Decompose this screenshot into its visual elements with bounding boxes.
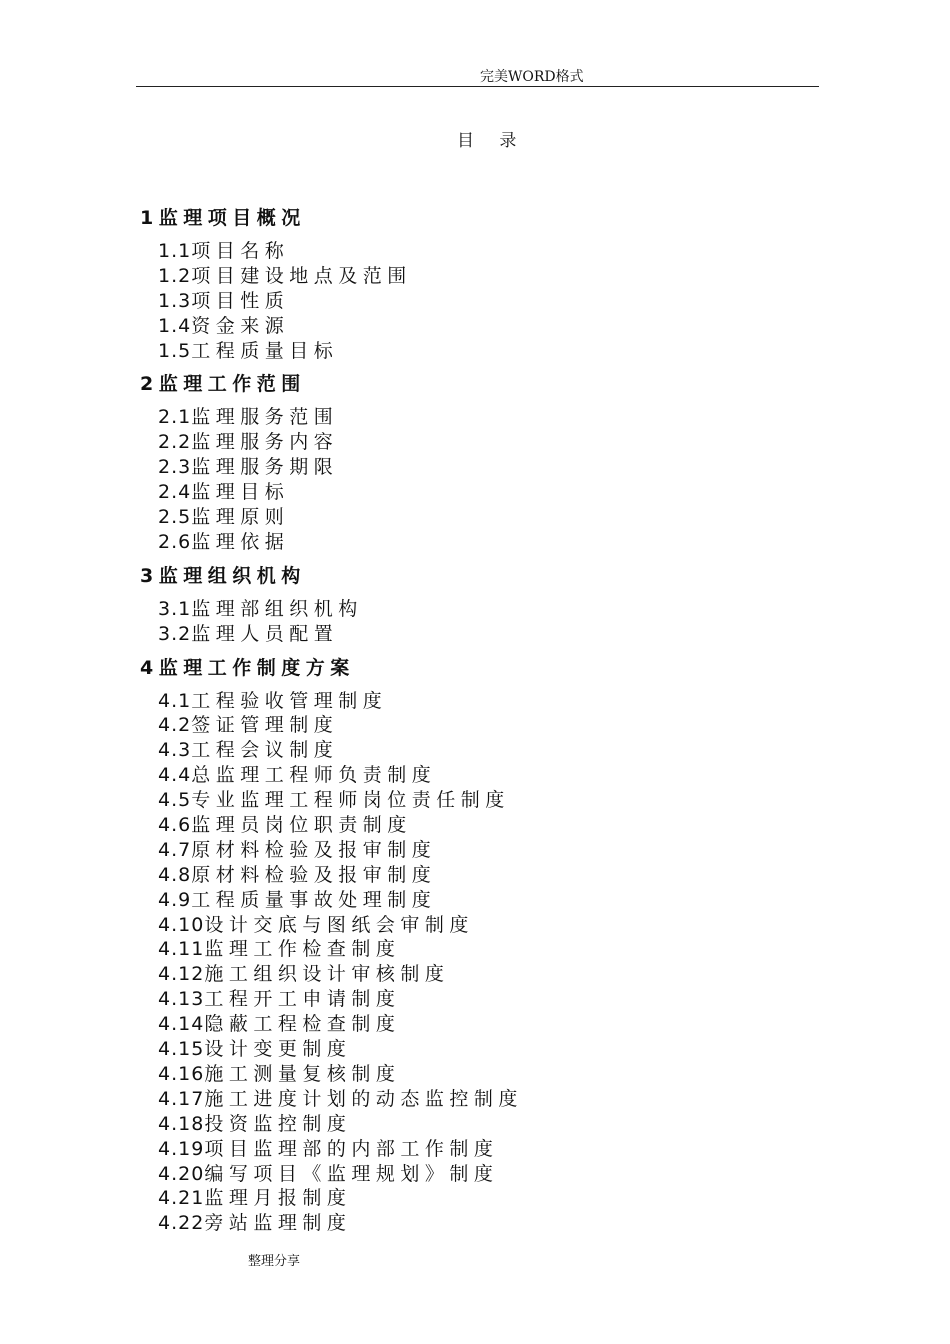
toc-entry[interactable] (158, 405, 820, 430)
toc-entry-number: 4.22 (158, 1212, 205, 1235)
toc-entry-number: 2.5 (158, 506, 192, 529)
toc-entry[interactable] (158, 1037, 820, 1062)
toc-entry-number: 1.4 (158, 314, 192, 337)
toc-entry-number: 3.2 (158, 622, 192, 645)
toc-section (140, 371, 820, 554)
toc-entry[interactable] (158, 788, 820, 813)
toc-entry-text: 设计交底与图纸会审制度 (204, 913, 474, 936)
toc-sub-list (140, 239, 820, 363)
toc-entry-text: 设计变更制度 (204, 1038, 352, 1061)
toc-entry-text: 原材料检验及报审制度 (191, 838, 437, 861)
toc-section-title[interactable]: 1监理项目概况 (140, 207, 306, 229)
toc-title: 目 录 (457, 131, 527, 151)
toc-entry[interactable] (158, 264, 820, 289)
toc-entry-text: 监理原则 (191, 506, 290, 529)
toc-section-title[interactable]: 4监理工作制度方案 (140, 656, 355, 679)
toc-entry-number: 4.1 (158, 689, 192, 712)
toc-entry-text: 监理员岗位职责制度 (191, 814, 412, 837)
toc-entry-number: 4.5 (158, 789, 192, 812)
toc-sub-list (140, 597, 820, 647)
toc-entry-number: 2.1 (158, 406, 192, 429)
toc-entry[interactable] (158, 505, 820, 530)
toc-section (140, 205, 820, 363)
toc-entry[interactable] (158, 289, 820, 314)
toc-entry[interactable] (158, 480, 820, 505)
toc-entry-number: 4.6 (158, 814, 192, 837)
toc-sub-list (140, 405, 820, 554)
toc-entry-number: 4.20 (158, 1162, 205, 1185)
toc-entry[interactable] (158, 1012, 820, 1037)
toc-entry-number: 4.3 (158, 739, 192, 762)
toc-entry-number: 1.1 (158, 240, 192, 262)
toc-entry-number: 4.19 (158, 1137, 205, 1160)
toc-entry-text: 施工测量复核制度 (204, 1062, 401, 1085)
toc-entry-number: 4.14 (158, 1013, 205, 1036)
toc-entry[interactable] (158, 1186, 820, 1211)
toc-entry-number: 4.9 (158, 888, 192, 911)
toc-entry[interactable] (158, 314, 820, 339)
toc-entry-text: 签证管理制度 (191, 714, 339, 737)
toc-entry-number: 1.3 (158, 289, 192, 312)
toc-entry[interactable] (158, 1211, 820, 1236)
toc-entry-text: 工程验收管理制度 (191, 689, 388, 712)
toc-entry[interactable] (158, 339, 820, 364)
toc-entry-text: 资金来源 (191, 314, 290, 337)
toc-entry-number: 1.2 (158, 264, 192, 287)
toc-entry-text: 监理依据 (191, 530, 290, 553)
toc-entry[interactable] (158, 962, 820, 987)
toc-entry-number: 2.6 (158, 530, 192, 553)
toc-entry[interactable] (158, 597, 820, 622)
toc-entry[interactable] (158, 1137, 820, 1162)
toc-entry-text: 原材料检验及报审制度 (191, 863, 437, 886)
toc-entry[interactable] (158, 738, 820, 763)
toc-entry-number: 1.5 (158, 339, 192, 362)
toc-entry-number: 4.8 (158, 863, 192, 886)
toc-section (140, 655, 820, 1237)
toc-entry-text: 项目建设地点及范围 (191, 264, 412, 287)
toc-entry-text: 项目监理部的内部工作制度 (204, 1137, 499, 1160)
toc-entry-text: 工程质量事故处理制度 (191, 888, 437, 911)
toc-entry[interactable] (158, 455, 820, 480)
toc-entry[interactable] (158, 713, 820, 738)
toc-entry-text: 施工进度计划的动态监控制度 (204, 1087, 523, 1110)
toc-entry-number: 3.1 (158, 597, 192, 620)
toc-entry[interactable] (158, 838, 820, 863)
toc-entry-number: 4.10 (158, 913, 205, 936)
toc-entry-number: 4.18 (158, 1112, 205, 1135)
toc-entry-text: 监理服务范围 (191, 406, 339, 429)
toc-entry-number: 4.15 (158, 1038, 205, 1061)
toc-entry-number: 4.17 (158, 1087, 205, 1110)
toc-section-title[interactable]: 2监理工作范围 (140, 373, 306, 396)
toc-entry-number: 4.4 (158, 764, 192, 787)
toc-entry-text: 旁站监理制度 (204, 1212, 352, 1235)
toc-entry[interactable] (158, 863, 820, 888)
toc-entry-text: 监理工作检查制度 (204, 938, 401, 961)
toc-entry-text: 施工组织设计审核制度 (204, 963, 450, 986)
toc-entry-number: 4.11 (158, 938, 205, 961)
toc-entry-text: 监理服务期限 (191, 456, 339, 479)
toc-entry[interactable] (158, 813, 820, 838)
toc-entry-number: 2.4 (158, 481, 192, 504)
toc-sub-list (140, 689, 820, 1237)
toc-entry[interactable] (158, 987, 820, 1012)
toc-entry[interactable] (158, 913, 820, 938)
toc-entry-text: 监理月报制度 (204, 1187, 352, 1210)
toc-entry-text: 专业监理工程师岗位责任制度 (191, 789, 510, 812)
toc-entry-text: 编写项目《监理规划》制度 (204, 1162, 499, 1185)
toc-entry[interactable] (158, 239, 820, 264)
toc-entry[interactable] (158, 689, 820, 714)
toc-entry-number: 4.21 (158, 1187, 205, 1210)
toc-entry[interactable] (158, 1087, 820, 1112)
toc-entry-number: 2.3 (158, 456, 192, 479)
toc-entry-number: 4.12 (158, 963, 205, 986)
toc-entry-number: 4.2 (158, 714, 192, 737)
toc-entry-text: 工程会议制度 (191, 739, 339, 762)
toc-entry-number: 4.16 (158, 1062, 205, 1085)
toc-entry[interactable] (158, 530, 820, 555)
toc-entry[interactable] (158, 1162, 820, 1187)
toc-entry-text: 工程开工申请制度 (204, 988, 401, 1011)
toc-entry[interactable] (158, 430, 820, 455)
toc-entry[interactable] (158, 937, 820, 962)
toc-entry-number: 2.2 (158, 431, 192, 454)
toc-entry-text: 监理部组织机构 (191, 597, 363, 620)
table-of-contents (140, 205, 820, 1244)
header-text: 完美WORD格式 (480, 69, 584, 85)
toc-entry-text: 工程质量目标 (191, 339, 339, 362)
page-header (136, 66, 819, 87)
page-footer: 整理分享 (248, 1254, 301, 1269)
toc-entry-text: 监理服务内容 (191, 431, 339, 454)
toc-entry[interactable] (158, 888, 820, 913)
toc-entry-number: 4.13 (158, 988, 205, 1011)
toc-entry[interactable] (158, 763, 820, 788)
toc-entry[interactable] (158, 1112, 820, 1137)
toc-entry-text: 项目名称 (191, 240, 290, 262)
toc-section (140, 563, 820, 647)
toc-entry-text: 项目性质 (191, 289, 290, 312)
toc-entry[interactable] (158, 1062, 820, 1087)
toc-entry-text: 监理目标 (191, 481, 290, 504)
toc-entry-text: 总监理工程师负责制度 (191, 764, 437, 787)
toc-entry[interactable] (158, 622, 820, 647)
toc-section-title[interactable]: 3监理组织机构 (140, 564, 306, 587)
toc-entry-text: 监理人员配置 (191, 622, 339, 645)
toc-entry-text: 投资监控制度 (204, 1112, 352, 1135)
toc-entry-text: 隐蔽工程检查制度 (204, 1013, 401, 1036)
toc-entry-number: 4.7 (158, 838, 192, 861)
